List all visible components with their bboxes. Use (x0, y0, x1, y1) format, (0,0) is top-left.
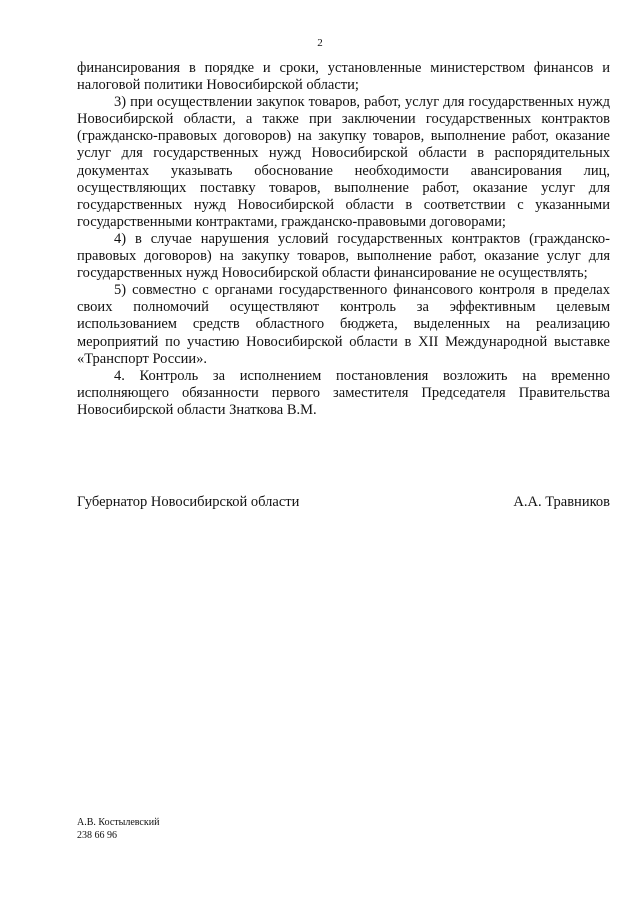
paragraph-control-clause: 4. Контроль за исполнением постановления возложить на временно исполняющего обязанности первого заместителя Председателя Правительства Новосибирской области Знаткова В.М. (77, 367, 610, 418)
paragraph-item-4: 4) в случае нарушения условий государственных контрактов (гражданско-правовых договоров) на закупку товаров, выполнение работ, оказание услуг для государственных нужд Новосибирской области финансирование не осуществлять; (77, 230, 610, 282)
paragraph-item-3: 3) при осуществлении закупок товаров, работ, услуг для государственных нужд Новосибирской области, а также при заключении государственных контрактов (гражданско-правовых договоров) на закупку товаров, выполнение работ, оказание услуг для государственных нужд Новосибирской области в распорядительных документах указывать обоснование необходимости авансирования лиц, осуществляющих поставку товаров, выполнение работ, оказание услуг для государственных нужд Новосибирской области в соответствии с указанными государственными контрактами, гражданско-правовыми договорами; (77, 94, 610, 230)
signature-block (77, 494, 610, 511)
signatory-name: А.А. Травников (513, 494, 610, 510)
executor-phone: 238 66 96 (77, 829, 117, 841)
document-body (77, 60, 610, 419)
executor-name: А.В. Костылевский (77, 817, 160, 828)
paragraph-financing-terms: финансирования в порядке и сроки, установленные министерством финансов и налоговой политики Новосибирской области; (77, 60, 610, 94)
paragraph-item-5: 5) совместно с органами государственного финансового контроля в пределах своих полномочий осуществляют контроль за эффективным целевым использованием средств областного бюджета, выделенных на реализацию мероприятий по участию Новосибирской области в XII Международной выставке «Транспорт России». (77, 282, 610, 367)
executor-info (77, 817, 159, 842)
page-number: 2 (317, 37, 323, 49)
signatory-position: Губернатор Новосибирской области (77, 494, 300, 510)
